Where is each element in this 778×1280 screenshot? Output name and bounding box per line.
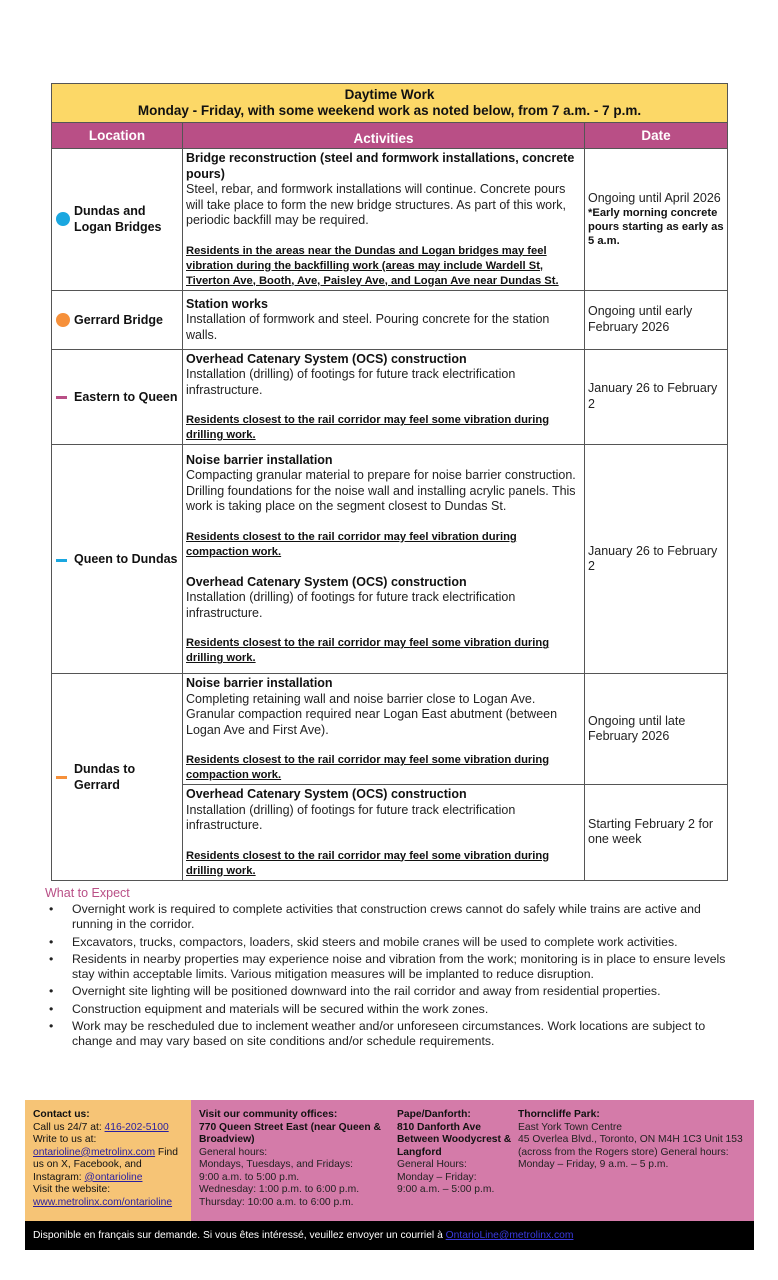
activities-cell <box>183 445 585 674</box>
list-item <box>45 902 745 933</box>
french-availability-bar <box>25 1221 754 1250</box>
location-label: Queen to Dundas <box>74 552 178 566</box>
date-text: Ongoing until April 2026 <box>588 190 721 205</box>
what-to-expect-heading: What to Expect <box>45 886 130 900</box>
blue-circle-icon <box>56 212 70 226</box>
office-address: 770 Queen Street East (near Queen & Broadview) <box>199 1121 381 1145</box>
activity <box>186 151 581 289</box>
what-to-expect-section <box>45 886 745 1052</box>
blue-dash-icon <box>56 559 67 562</box>
orange-dash-icon <box>56 776 67 779</box>
office-hours-label: General Hours: <box>397 1159 467 1170</box>
location-label: Dundas and Logan Bridges <box>74 204 162 235</box>
date-cell <box>585 149 728 291</box>
location-label: Dundas to Gerrard <box>74 761 136 792</box>
activity-description: Installation (drilling) of footings for future track electrification infrastructure. <box>186 367 516 397</box>
date-cell <box>585 674 728 785</box>
activity-description: Compacting granular material to prepare for noise barrier construction. Drilling foundations for the noise wall and installing acrylic panels. This work is taking place on the segment closest to Dundas St. <box>186 468 576 514</box>
activity-title: Station works <box>186 296 268 311</box>
date-text: Ongoing until late February 2026 <box>588 713 686 743</box>
column-header-date: Date <box>585 123 728 149</box>
bullet-icon: • <box>49 984 54 999</box>
office-hours-line: Mondays, Tuesdays, and Fridays: <box>199 1159 353 1170</box>
activity-title: Overhead Catenary System (OCS) construction <box>186 787 467 801</box>
date-text: January 26 to February 2 <box>588 543 718 573</box>
office-heading: Thorncliffe Park: <box>518 1109 600 1120</box>
list-item-text: Residents in nearby properties may experience noise and vibration from the work; monitoring is in place to ensure levels stay within acceptable limits. Various mitigation measures will be implanted to reduce disruption. <box>72 951 726 982</box>
activity-note: Residents closest to the rail corridor may feel some vibration during compaction work. <box>186 754 550 781</box>
date-cell <box>585 349 728 445</box>
activity-note: Residents closest to the rail corridor may feel some vibration during drilling work. <box>186 849 550 877</box>
table-row <box>52 290 728 349</box>
office-thorncliffe-park <box>518 1109 746 1212</box>
activity-note: Residents in the areas near the Dundas and Logan bridges may feel vibration during the backfilling work (areas may include Wardell St, Tiverton Ave, Booth, Ave, Paisley Ave, and Logan Ave near Dundas St. <box>186 244 559 287</box>
website-link[interactable]: www.metrolinx.com/ontarioline <box>33 1196 173 1208</box>
french-text: Disponible en français sur demande. Si vous êtes intéressé, veuillez envoyer un courriel à <box>33 1230 446 1241</box>
date-text: January 26 to February 2 <box>588 381 718 411</box>
list-item-text: Overnight work is required to complete activities that construction crews cannot do safely while trains are active and running in the corridor. <box>72 902 701 932</box>
table-title <box>52 84 728 123</box>
list-item-text: Overnight site lighting will be positioned downward into the rail corridor and away from residential properties. <box>72 984 661 999</box>
bullet-icon: • <box>49 1001 54 1016</box>
location-cell <box>52 149 183 291</box>
office-hours-line: 9:00 a.m. – 5:00 p.m. <box>397 1184 495 1195</box>
column-header-location: Location <box>52 123 183 149</box>
office-hours-line: Monday – Friday, 9 a.m. – 5 p.m. <box>518 1159 669 1170</box>
activity-title: Bridge reconstruction (steel and formwork installations, concrete pours) <box>186 151 575 181</box>
list-item-text: Work may be rescheduled due to inclement weather and/or unforeseen circumstances. Work locations are subject to change and may vary based on site conditions and/or schedule requirements. <box>72 1019 706 1049</box>
table-row <box>52 445 728 674</box>
write-label: Write to us at: <box>33 1134 97 1145</box>
visit-label: Visit the website: <box>33 1184 111 1195</box>
activity-note: Residents closest to the rail corridor may feel vibration during compaction work. <box>186 530 517 558</box>
daytime-work-table-container <box>51 83 727 881</box>
social-text: Find us on X, Facebook, and Instagram: <box>33 1146 178 1183</box>
bullet-icon: • <box>49 951 54 966</box>
activity <box>186 453 581 560</box>
date-text: Starting February 2 for one week <box>588 816 714 847</box>
table-subtitle: Monday - Friday, with some weekend work as noted below, from 7 a.m. - 7 p.m. <box>137 103 642 118</box>
table-row <box>52 674 728 785</box>
office-hours-line: 9:00 a.m. to 5:00 p.m. <box>199 1171 300 1183</box>
office-heading: Pape/Danforth: <box>397 1109 471 1120</box>
social-handle-link[interactable]: @ontarioline <box>84 1171 143 1183</box>
activity <box>186 676 581 783</box>
activity-title: Noise barrier installation <box>186 676 333 690</box>
daytime-work-table <box>51 83 728 881</box>
location-cell <box>52 674 183 881</box>
activity-description: Installation of formwork and steel. Pouring concrete for the station walls. <box>186 312 550 342</box>
office-hours-line: Monday – Friday: <box>397 1171 477 1183</box>
list-item <box>45 1002 745 1017</box>
offices-panel <box>191 1100 754 1221</box>
office-hours-line: Thursday: 10:00 a.m. to 6:00 p.m. <box>199 1196 354 1208</box>
bullet-icon: • <box>49 934 54 949</box>
activity-note: Residents closest to the rail corridor may feel some vibration during drilling work. <box>186 637 550 665</box>
office-address: 810 Danforth Ave Between Woodycrest & Langford <box>397 1121 512 1158</box>
office-hours-label: General hours: <box>199 1146 268 1158</box>
activity-note: Residents closest to the rail corridor may feel some vibration during drilling work. <box>186 414 550 441</box>
date-text: Ongoing until early February 2026 <box>588 304 693 334</box>
email-link[interactable]: ontarioline@metrolinx.com <box>33 1146 156 1158</box>
date-cell <box>585 445 728 674</box>
office-heading: Visit our community offices: <box>199 1109 338 1120</box>
contact-heading: Contact us: <box>33 1109 90 1120</box>
office-name: East York Town Centre <box>518 1121 622 1133</box>
office-hours-line: Wednesday: 1:00 p.m. to 6:00 p.m. <box>199 1184 360 1195</box>
footer-info <box>25 1100 754 1221</box>
list-item <box>45 935 745 950</box>
activity <box>186 297 581 344</box>
french-email-link[interactable]: OntarioLine@metrolinx.com <box>445 1230 574 1241</box>
activity <box>186 575 581 667</box>
office-address: 45 Overlea Blvd., Toronto, ON M4H 1C3 Unit 153 (across from the Rogers store) General hours: <box>518 1134 743 1158</box>
table-row <box>52 149 728 291</box>
date-cell <box>585 785 728 881</box>
phone-link[interactable]: 416-202-5100 <box>104 1121 169 1133</box>
list-item <box>45 952 745 983</box>
contact-panel <box>25 1100 191 1221</box>
activities-cell <box>183 290 585 349</box>
location-cell <box>52 349 183 445</box>
column-header-activities: Activities <box>183 123 585 149</box>
table-row <box>52 349 728 445</box>
activity-description: Completing retaining wall and noise barrier close to Logan Ave. Granular compaction required near Logan East abutment (between Logan Ave and First Ave). <box>186 691 558 737</box>
what-to-expect-list <box>45 902 745 1050</box>
office-pape-danforth <box>397 1109 518 1212</box>
activity-description: Installation (drilling) of footings for future track electrification infrastructure. <box>186 802 516 832</box>
activity-description: Steel, rebar, and formwork installations will continue. Concrete pours will take place to form the new bridge structures. As part of this work, periodic backfill may be required. <box>186 182 567 227</box>
activity-title: Overhead Catenary System (OCS) construction <box>186 574 467 589</box>
table-title-text: Daytime Work <box>344 87 435 102</box>
location-cell <box>52 290 183 349</box>
bullet-icon: • <box>49 1019 54 1034</box>
magenta-dash-icon <box>56 396 67 399</box>
activities-cell <box>183 149 585 291</box>
activity <box>186 352 581 444</box>
orange-circle-icon <box>56 313 70 327</box>
list-item-text: Construction equipment and materials will be secured within the work zones. <box>72 1001 489 1016</box>
date-cell <box>585 290 728 349</box>
location-label: Eastern to Queen <box>74 389 178 404</box>
office-queen-street <box>199 1109 397 1212</box>
activity-description: Installation (drilling) of footings for future track electrification infrastructure. <box>186 590 516 620</box>
activity-title: Noise barrier installation <box>186 452 333 467</box>
list-item <box>45 1019 745 1050</box>
activities-cell <box>183 674 585 785</box>
list-item-text: Excavators, trucks, compactors, loaders, skid steers and mobile cranes will be used to complete work activities. <box>72 934 678 949</box>
activity-title: Overhead Catenary System (OCS) construction <box>186 351 467 366</box>
bullet-icon: • <box>49 902 54 916</box>
activities-cell <box>183 785 585 881</box>
activities-cell <box>183 349 585 445</box>
activity <box>186 787 581 879</box>
location-label: Gerrard Bridge <box>74 312 163 327</box>
date-note: *Early morning concrete pours starting as early as 5 a.m. <box>588 207 724 247</box>
call-label: Call us 24/7 at: <box>33 1121 105 1133</box>
footer <box>25 1100 754 1250</box>
list-item <box>45 984 745 999</box>
location-cell <box>52 445 183 674</box>
